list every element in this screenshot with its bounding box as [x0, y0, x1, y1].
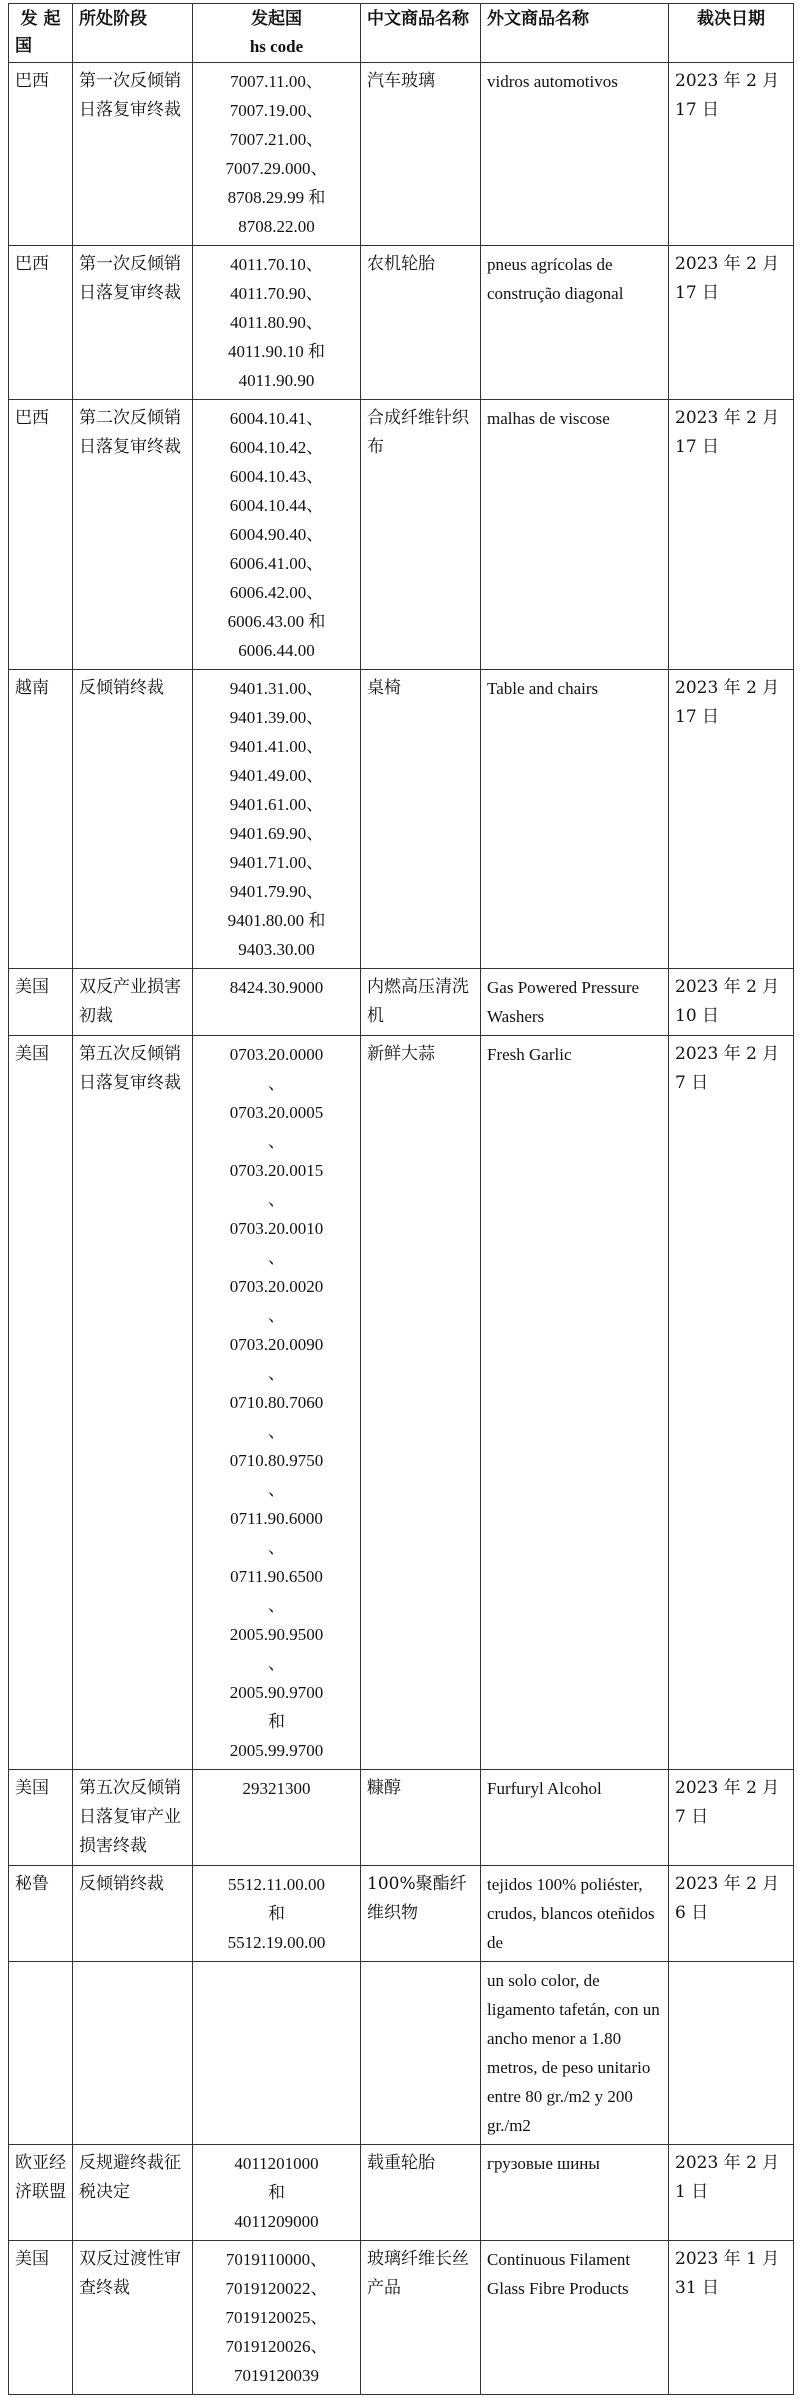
hs-code-line: 9401.49.00、 — [229, 766, 324, 785]
hs-code-line: 6004.10.41、 — [229, 409, 324, 428]
hs-code-line: 9401.39.00、 — [229, 708, 324, 727]
hs-code-line: 7007.19.00、 — [229, 101, 324, 120]
cell-hs-code — [193, 246, 361, 400]
cell-hs-code — [193, 670, 361, 969]
header-foreign-name: 外文商品名称 — [481, 4, 669, 63]
table-row — [9, 1036, 794, 1770]
cell-stage: 双反产业损害初裁 — [73, 969, 193, 1036]
cell-country: 秘鲁 — [9, 1866, 73, 1962]
hs-code-line: 和 — [268, 1904, 285, 1923]
hs-code-line: 7007.29.000、 — [225, 159, 328, 178]
hs-code-line: 9401.71.00、 — [229, 853, 324, 872]
cell-foreign-name: malhas de viscose — [481, 400, 669, 670]
hs-code-line: 、 — [268, 1538, 285, 1557]
cell-foreign-name: грузовые шины — [481, 2145, 669, 2241]
cell-stage: 反倾销终裁 — [73, 670, 193, 969]
header-stage: 所处阶段 — [73, 4, 193, 63]
hs-code-line: 、 — [268, 1190, 285, 1209]
hs-code-line: 、 — [268, 1132, 285, 1151]
cell-country: 欧亚经济联盟 — [9, 2145, 73, 2241]
cell-country: 美国 — [9, 1770, 73, 1866]
hs-code-line: 4011.80.90、 — [230, 313, 323, 332]
hs-code-line: 0703.20.0090 — [229, 1335, 324, 1354]
hs-code-line: 7019120039 — [234, 2366, 319, 2385]
header-hs-code — [193, 4, 361, 63]
hs-code-line: 6004.10.42、 — [229, 438, 324, 457]
hs-code-line: 8708.22.00 — [238, 217, 315, 236]
cell-country: 巴西 — [9, 63, 73, 246]
table-row — [9, 400, 794, 670]
cell-stage: 第五次反倾销日落复审终裁 — [73, 1036, 193, 1770]
cell-foreign-name: Table and chairs — [481, 670, 669, 969]
hs-code-line: 4011.90.10 和 — [227, 342, 326, 361]
cell-hs-code — [193, 1770, 361, 1866]
cell-cn-name — [361, 1962, 481, 2145]
hs-code-line: 0703.20.0010 — [229, 1219, 324, 1238]
hs-code-line: 和 — [268, 2183, 285, 2202]
hs-code-line: 9401.69.90、 — [229, 824, 324, 843]
table-row — [9, 2145, 794, 2241]
hs-code-line: 、 — [268, 1480, 285, 1499]
trade-remedy-table — [8, 3, 794, 2395]
hs-code-line: 0703.20.0000 — [229, 1045, 324, 1064]
cell-cn-name: 合成纤维针织布 — [361, 400, 481, 670]
hs-code-line: 9401.80.00 和 — [227, 911, 326, 930]
hs-code-line: 0703.20.0015 — [229, 1161, 324, 1180]
cell-hs-code — [193, 1866, 361, 1962]
header-date: 裁决日期 — [669, 4, 794, 63]
cell-stage — [73, 1962, 193, 2145]
hs-code-line: 4011.70.10、 — [230, 255, 323, 274]
header-hs-line1: 发起国 — [251, 9, 302, 29]
cell-stage: 第一次反倾销日落复审终裁 — [73, 246, 193, 400]
hs-code-line: 6006.43.00 和 — [227, 612, 326, 631]
cell-date: 2023 年 2 月 17 日 — [669, 400, 794, 670]
hs-code-line: 、 — [268, 1422, 285, 1441]
cell-cn-name: 载重轮胎 — [361, 2145, 481, 2241]
hs-code-line: 8708.29.99 和 — [227, 188, 326, 207]
cell-cn-name: 汽车玻璃 — [361, 63, 481, 246]
cell-hs-code — [193, 63, 361, 246]
cell-foreign-name: Continuous Filament Glass Fibre Products — [481, 2241, 669, 2395]
cell-cn-name: 内燃高压清洗机 — [361, 969, 481, 1036]
cell-cn-name: 农机轮胎 — [361, 246, 481, 400]
table-row — [9, 1770, 794, 1866]
table-row — [9, 1866, 794, 1962]
hs-code-line: 9403.30.00 — [238, 940, 315, 959]
cell-foreign-name: vidros automotivos — [481, 63, 669, 246]
cell-date — [669, 1962, 794, 2145]
hs-code-line: 0710.80.7060 — [229, 1393, 324, 1412]
cell-hs-code — [193, 1036, 361, 1770]
cell-hs-code — [193, 400, 361, 670]
cell-cn-name: 桌椅 — [361, 670, 481, 969]
cell-stage: 反规避终裁征税决定 — [73, 2145, 193, 2241]
hs-code-line: 9401.61.00、 — [229, 795, 324, 814]
table-row — [9, 969, 794, 1036]
hs-code-line: 0703.20.0020 — [229, 1277, 324, 1296]
cell-date: 2023 年 2 月 17 日 — [669, 63, 794, 246]
hs-code-line: 6006.44.00 — [238, 641, 315, 660]
table-row — [9, 2241, 794, 2395]
hs-code-line: 0710.80.9750 — [229, 1451, 324, 1470]
hs-code-line: 6004.10.43、 — [229, 467, 324, 486]
cell-foreign-name: pneus agrícolas de construção diagonal — [481, 246, 669, 400]
cell-country: 巴西 — [9, 400, 73, 670]
cell-cn-name: 玻璃纤维长丝产品 — [361, 2241, 481, 2395]
hs-code-line: 2005.90.9700 — [229, 1683, 324, 1702]
hs-code-line: 9401.79.90、 — [229, 882, 324, 901]
cell-hs-code — [193, 2145, 361, 2241]
hs-code-line: 7019120022、 — [225, 2279, 328, 2298]
cell-country: 美国 — [9, 969, 73, 1036]
cell-foreign-name: Furfuryl Alcohol — [481, 1770, 669, 1866]
cell-country — [9, 1962, 73, 2145]
hs-code-line: 9401.31.00、 — [229, 679, 324, 698]
hs-code-line: 7019120026、 — [225, 2337, 328, 2356]
hs-code-line: 29321300 — [242, 1779, 311, 1798]
hs-code-line: 0703.20.0005 — [229, 1103, 324, 1122]
cell-foreign-name: tejidos 100% poliéster, crudos, blancos oteñidos de — [481, 1866, 669, 1962]
cell-stage: 第一次反倾销日落复审终裁 — [73, 63, 193, 246]
cell-stage: 第二次反倾销日落复审终裁 — [73, 400, 193, 670]
hs-code-line: 、 — [268, 1654, 285, 1673]
hs-code-line: 4011.90.90 — [238, 371, 315, 390]
cell-cn-name: 100%聚酯纤维织物 — [361, 1866, 481, 1962]
hs-code-line: 7007.21.00、 — [229, 130, 324, 149]
hs-code-line: 和 — [268, 1712, 285, 1731]
hs-code-line: 0711.90.6500 — [230, 1567, 323, 1586]
hs-code-line: 2005.99.9700 — [229, 1741, 324, 1760]
hs-code-line: 4011.70.90、 — [230, 284, 323, 303]
cell-stage: 双反过渡性审查终裁 — [73, 2241, 193, 2395]
cell-date: 2023 年 2 月 17 日 — [669, 670, 794, 969]
header-hs-line2: hs code — [249, 37, 304, 56]
cell-country: 巴西 — [9, 246, 73, 400]
hs-code-line: 、 — [268, 1248, 285, 1267]
cell-foreign-name: Fresh Garlic — [481, 1036, 669, 1770]
cell-country: 美国 — [9, 1036, 73, 1770]
cell-cn-name: 新鲜大蒜 — [361, 1036, 481, 1770]
hs-code-line: 、 — [268, 1364, 285, 1383]
hs-code-line: 6006.41.00、 — [229, 554, 324, 573]
hs-code-line: 、 — [268, 1074, 285, 1093]
header-cn-name: 中文商品名称 — [361, 4, 481, 63]
hs-code-line: 6004.90.40、 — [229, 525, 324, 544]
cell-date: 2023 年 2 月 1 日 — [669, 2145, 794, 2241]
header-country: 发 起 国 — [9, 4, 73, 63]
table-row — [9, 670, 794, 969]
cell-date: 2023 年 2 月 17 日 — [669, 246, 794, 400]
cell-foreign-name: un solo color, de ligamento tafetán, con un ancho menor a 1.80 metros, de peso unitario entre 80 gr./m2 y 200 gr./m2 — [481, 1962, 669, 2145]
hs-code-line: 5512.19.00.00 — [227, 1933, 326, 1952]
hs-code-line: 、 — [268, 1596, 285, 1615]
hs-code-line: 、 — [268, 1306, 285, 1325]
table-row — [9, 63, 794, 246]
table-row — [9, 246, 794, 400]
hs-code-line: 6006.42.00、 — [229, 583, 324, 602]
cell-date: 2023 年 2 月 7 日 — [669, 1770, 794, 1866]
cell-cn-name: 糠醇 — [361, 1770, 481, 1866]
hs-code-line: 4011209000 — [234, 2212, 319, 2231]
hs-code-line: 4011201000 — [234, 2154, 319, 2173]
cell-stage: 第五次反倾销日落复审产业损害终裁 — [73, 1770, 193, 1866]
table-body — [9, 63, 794, 2395]
hs-code-line: 7019110000、 — [225, 2250, 328, 2269]
cell-date: 2023 年 2 月 10 日 — [669, 969, 794, 1036]
cell-hs-code — [193, 1962, 361, 2145]
hs-code-line: 0711.90.6000 — [230, 1509, 323, 1528]
cell-hs-code — [193, 969, 361, 1036]
header-row — [9, 4, 794, 63]
hs-code-line: 8424.30.9000 — [229, 978, 324, 997]
hs-code-line: 9401.41.00、 — [229, 737, 324, 756]
cell-hs-code — [193, 2241, 361, 2395]
cell-stage: 反倾销终裁 — [73, 1866, 193, 1962]
cell-country: 美国 — [9, 2241, 73, 2395]
hs-code-line: 6004.10.44、 — [229, 496, 324, 515]
cell-country: 越南 — [9, 670, 73, 969]
hs-code-line: 7007.11.00、 — [230, 72, 323, 91]
cell-date: 2023 年 2 月 6 日 — [669, 1866, 794, 1962]
hs-code-line: 7019120025、 — [225, 2308, 328, 2327]
hs-code-line: 2005.90.9500 — [229, 1625, 324, 1644]
cell-date: 2023 年 1 月 31 日 — [669, 2241, 794, 2395]
table-row — [9, 1962, 794, 2145]
hs-code-line: 5512.11.00.00 — [227, 1875, 326, 1894]
cell-foreign-name: Gas Powered Pressure Washers — [481, 969, 669, 1036]
cell-date: 2023 年 2 月 7 日 — [669, 1036, 794, 1770]
